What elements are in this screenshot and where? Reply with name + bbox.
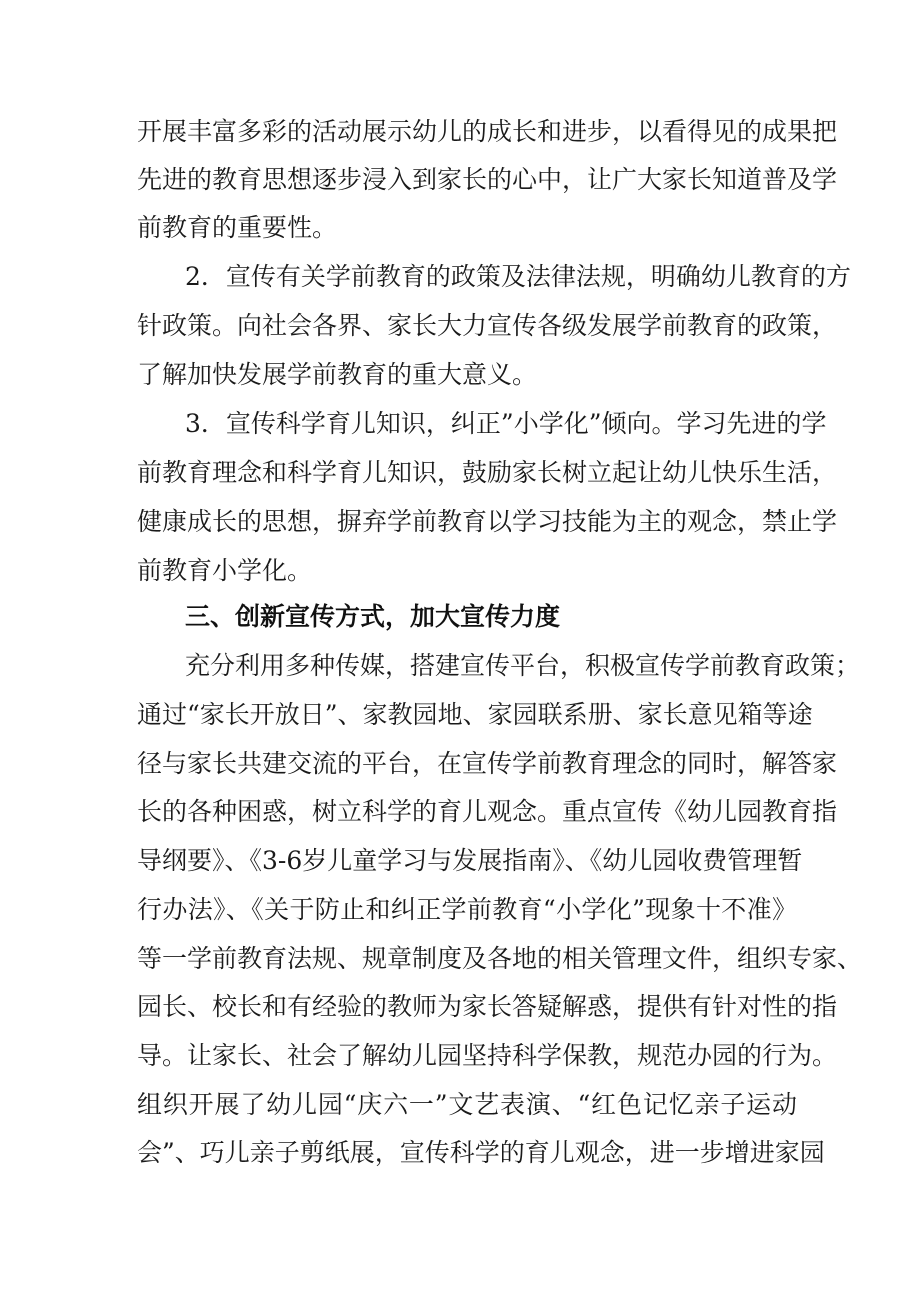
paragraph-line: 健康成长的思想，摒弃学前教育以学习技能为主的观念，禁止学 — [137, 507, 838, 536]
paragraph-line: 长的各种困惑，树立科学的育儿观念。重点宣传《幼儿园教育指 — [137, 797, 838, 826]
paragraph-line: 了解加快发展学前教育的重大意义。 — [137, 360, 538, 389]
paragraph-line: 等一学前教育法规、规章制度及各地的相关管理文件，组织专家、 — [137, 944, 863, 973]
paragraph-line: 会”、巧儿亲子剪纸展，宣传科学的育儿观念，进一步增进家园 — [137, 1138, 825, 1167]
paragraph-line: 2．宣传有关学前教育的政策及法律法规，明确幼儿教育的方 — [185, 262, 851, 291]
paragraph-line: 导纲要》、《3-6岁儿童学习与发展指南》、《幼儿园收费管理暂 — [137, 846, 803, 875]
paragraph-line: 行办法》、《关于防止和纠正学前教育“小学化”现象十不准》 — [137, 895, 797, 924]
paragraph-line: 3．宣传科学育儿知识，纠正”小学化”倾向。学习先进的学 — [185, 409, 827, 438]
paragraph-line: 开展丰富多彩的活动展示幼儿的成长和进步，以看得见的成果把 — [137, 117, 838, 146]
paragraph-line: 前教育的重要性。 — [137, 213, 338, 242]
paragraph-line: 先进的教育思想逐步浸入到家长的心中，让广大家长知道普及学 — [137, 165, 838, 194]
paragraph-line: 前教育理念和科学育儿知识，鼓励家长树立起让幼儿快乐生活， — [137, 458, 838, 487]
paragraph-line: 导。让家长、社会了解幼儿园坚持科学保教，规范办园的行为。 — [137, 1041, 838, 1070]
paragraph-line: 前教育小学化。 — [137, 556, 313, 585]
paragraph-line: 充分利用多种传媒，搭建宣传平台，积极宣传学前教育政策； — [185, 651, 861, 680]
section-heading: 三、创新宣传方式，加大宣传力度 — [185, 602, 561, 631]
paragraph-line: 径与家长共建交流的平台，在宣传学前教育理念的同时，解答家 — [137, 749, 838, 778]
paragraph-line: 组织开展了幼儿园“庆六一”文艺表演、“红色记忆亲子运动 — [137, 1090, 797, 1119]
paragraph-line: 通过“家长开放日”、家教园地、家园联系册、家长意见箱等途 — [137, 700, 813, 729]
paragraph-line: 针政策。向社会各界、家长大力宣传各级发展学前教育的政策， — [137, 311, 838, 340]
paragraph-line: 园长、校长和有经验的教师为家长答疑解惑，提供有针对性的指 — [137, 992, 838, 1021]
